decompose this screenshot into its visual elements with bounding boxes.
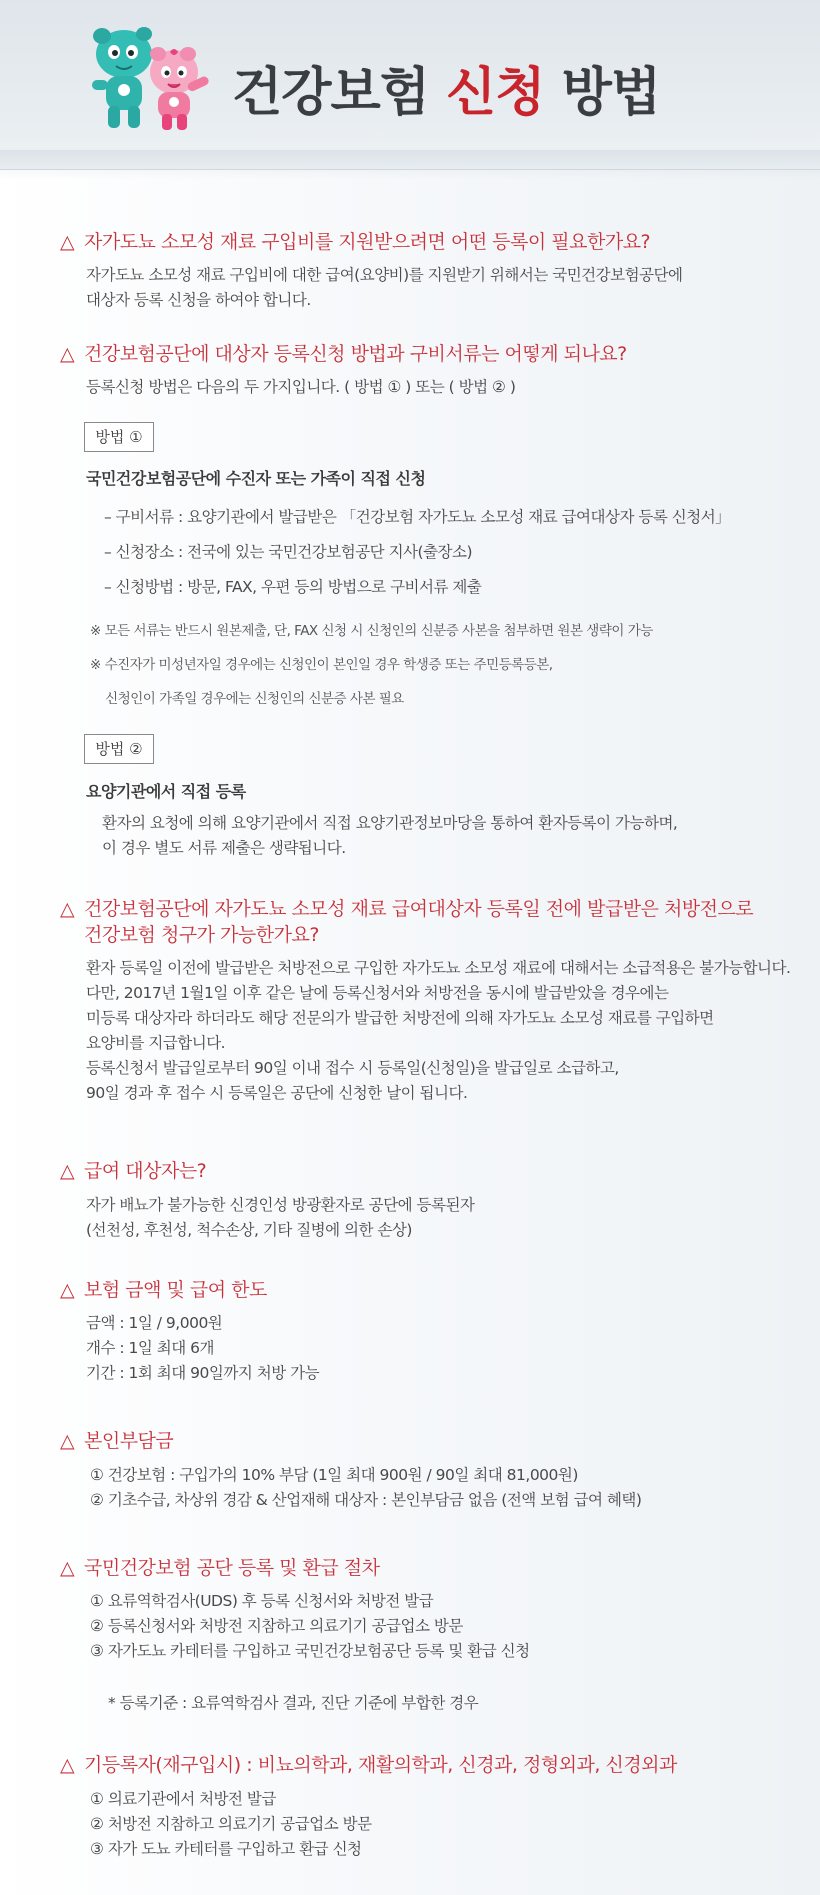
note-line: 신청인이 가족일 경우에는 신청인의 신분증 사본 필요	[90, 691, 404, 707]
registration-criteria-note: * 등록기준 : 요류역학검사 결과, 진단 기준에 부합한 경우	[108, 1694, 479, 1712]
list-item: ③ 자가 도뇨 카테터를 구입하고 환급 신청	[90, 1840, 362, 1858]
note-line: ※ 수진자가 미성년자일 경우에는 신청인이 본인일 경우 학생증 또는 주민등록등본,	[90, 657, 553, 673]
question-method-documents: △ 건강보험공단에 대상자 등록신청 방법과 구비서류는 어떻게 되나요?	[60, 343, 627, 365]
answer-amount-limit: 금액 : 1일 / 9,000원 개수 : 1일 최대 6개 기간 : 1회 최대 90일까지 처방 가능	[86, 1314, 320, 1382]
method-1-title: 국민건강보험공단에 수진자 또는 가족이 직접 신청	[86, 469, 426, 488]
list-item: ③ 자가도뇨 카테터를 구입하고 국민건강보험공단 등록 및 환급 신청	[90, 1642, 530, 1660]
answer-registration: 자가도뇨 소모성 재료 구입비에 대한 급여(요양비)를 지원받기 위해서는 국민건강보험공단에 대상자 등록 신청을 하여야 합니다.	[86, 266, 683, 309]
answer-retroactive-claim: 환자 등록일 이전에 발급받은 처방전으로 구입한 자가도뇨 소모성 재료에 대해서는 소급적용은 불가능합니다. 다만, 2017년 1월1일 이후 같은 날에 등록신청서와 처방전을 동시에 발급받았을 경우에는 미등록 대상자라 하더라도 해당 전문의가 발급한 처방전에 의해 자가도뇨 소모성 재료를 구입하면 요양비를 지급합니다. 등록신청서 발급일로부터 90일 이내 접수 시 등록일(신청일)을 발급일로 소급하고, 90일 경과 후 접수 시 등록일은 공단에 신청한 날이 됩니다.	[86, 959, 791, 1102]
list-item: ① 의료기관에서 처방전 발급	[90, 1790, 276, 1808]
answer-re-purchase	[90, 1787, 372, 1862]
question-amount-limit: △ 보험 금액 및 급여 한도	[60, 1279, 267, 1301]
question-copayment: △ 본인부담금	[60, 1430, 174, 1452]
question-procedure: △ 국민건강보험 공단 등록 및 환급 절차	[60, 1557, 380, 1579]
warning-triangle-icon: △	[60, 343, 75, 365]
question-registration: △ 자가도뇨 소모성 재료 구입비를 지원받으려면 어떤 등록이 필요한가요?	[60, 231, 651, 253]
list-item: – 구비서류 : 요양기관에서 발급받은 「건강보험 자가도뇨 소모성 재료 급여대상자 등록 신청서」	[104, 508, 731, 526]
question-re-purchase: △ 기등록자(재구입시) : 비뇨의학과, 재활의학과, 신경과, 정형외과, 신경외과	[60, 1754, 677, 1776]
list-item: ② 기초수급, 차상위 경감 & 산업재해 대상자 : 본인부담금 없음 (전액 보험 급여 혜택)	[90, 1491, 642, 1509]
warning-triangle-icon: △	[60, 898, 75, 920]
list-item: – 신청방법 : 방문, FAX, 우편 등의 방법으로 구비서류 제출	[104, 578, 482, 596]
list-item: ① 건강보험 : 구입가의 10% 부담 (1일 최대 900원 / 90일 최대 81,000원)	[90, 1466, 578, 1484]
method-2-description: 환자의 요청에 의해 요양기관에서 직접 요양기관정보마당을 통하여 환자등록이 가능하며, 이 경우 별도 서류 제출은 생략됩니다.	[102, 814, 678, 857]
list-item: ① 요류역학검사(UDS) 후 등록 신청서와 처방전 발급	[90, 1592, 434, 1610]
list-item: – 신청장소 : 전국에 있는 국민건강보험공단 지사(출장소)	[104, 543, 473, 561]
answer-procedure	[90, 1589, 530, 1664]
warning-triangle-icon: △	[60, 1557, 75, 1579]
note-line: ※ 모든 서류는 반드시 원본제출, 단, FAX 신청 시 신청인의 신분증 사본을 첨부하면 원본 생략이 가능	[90, 623, 653, 639]
warning-triangle-icon: △	[60, 231, 75, 253]
page-header	[0, 0, 820, 170]
answer-copayment	[90, 1463, 641, 1513]
method-1-label: 방법 ①	[84, 422, 154, 452]
question-eligibility: △ 급여 대상자는?	[60, 1160, 207, 1182]
header-shadow	[0, 150, 820, 180]
list-item: ② 등록신청서와 처방전 지참하고 의료기기 공급업소 방문	[90, 1617, 463, 1635]
warning-triangle-icon: △	[60, 1279, 75, 1301]
method-2-title: 요양기관에서 직접 등록	[86, 782, 246, 801]
method-1-notes	[90, 620, 653, 722]
answer-eligibility: 자가 배뇨가 불가능한 신경인성 방광환자로 공단에 등록된자 (선천성, 후천성, 척수손상, 기타 질병에 의한 손상)	[86, 1196, 475, 1239]
answer-method-intro: 등록신청 방법은 다음의 두 가지입니다. ( 방법 ① ) 또는 ( 방법 ② )	[86, 378, 516, 396]
method-2-label: 방법 ②	[84, 734, 154, 764]
mascot-characters-icon	[88, 26, 218, 136]
warning-triangle-icon: △	[60, 1754, 75, 1776]
method-1-items	[104, 505, 730, 610]
list-item: ② 처방전 지참하고 의료기기 공급업소 방문	[90, 1815, 372, 1833]
question-retroactive-claim: △ 건강보험공단에 자가도뇨 소모성 재료 급여대상자 등록일 전에 발급받은 처방전으로 건강보험 청구가 가능한가요?	[60, 898, 754, 946]
page-title-accent: 신청	[446, 63, 545, 123]
warning-triangle-icon: △	[60, 1160, 75, 1182]
page-title: 건강보험 신청 방법	[232, 63, 661, 123]
warning-triangle-icon: △	[60, 1430, 75, 1452]
